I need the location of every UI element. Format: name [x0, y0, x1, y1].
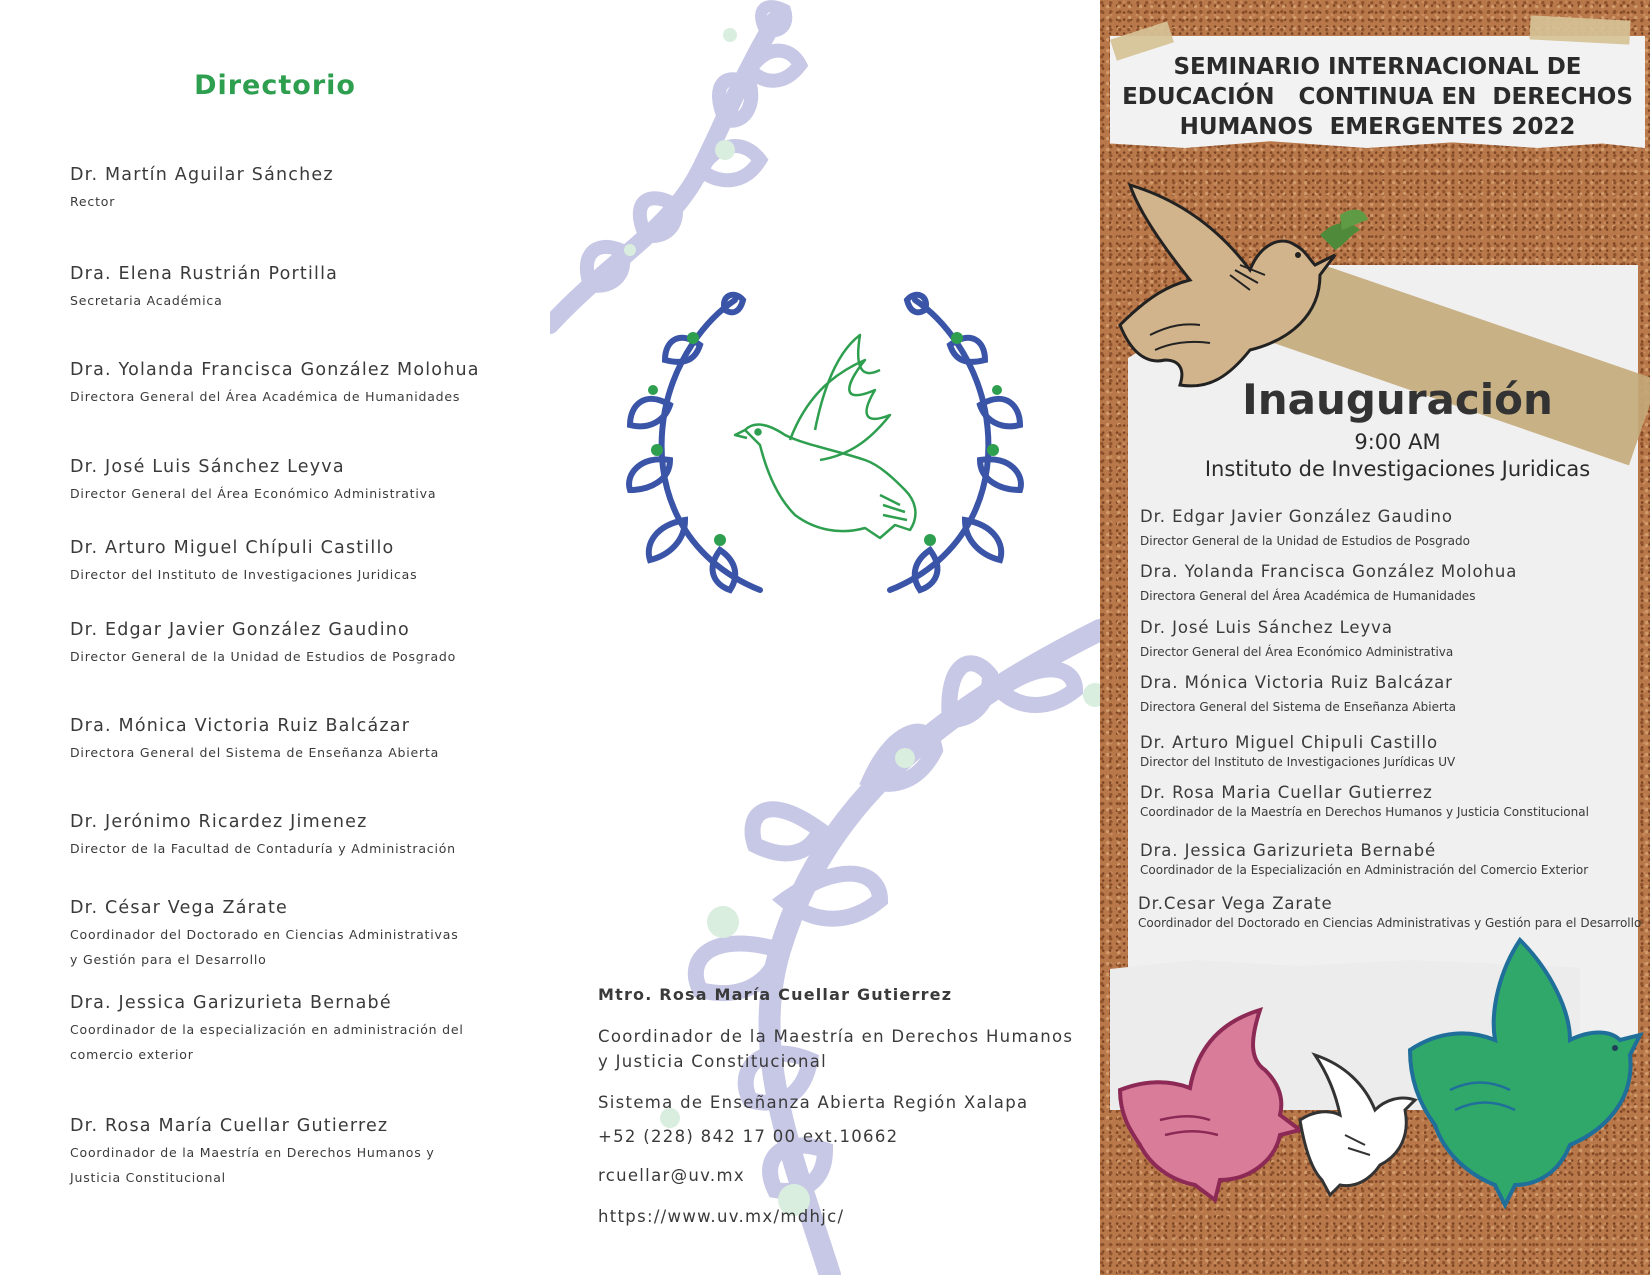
contact-block: [598, 985, 1078, 1229]
guest-role: Director General de la Unidad de Estudios de Posgrado: [1140, 534, 1470, 548]
guest-role: Directora General del Área Académica de Humanidades: [1140, 589, 1476, 603]
contact-phone: +52 (228) 842 17 00 ext.10662: [598, 1127, 899, 1146]
guest-role: Coordinador del Doctorado en Ciencias Administrativas y Gestión para el Desarrollo: [1138, 916, 1642, 930]
directory-entry-name: Dr. Martín Aguilar Sánchez: [70, 165, 334, 185]
directory-entry-role: Director General de la Unidad de Estudios de Posgrado: [70, 649, 457, 664]
event-place: Instituto de Investigaciones Juridicas: [1204, 457, 1591, 481]
guest-entry: [1140, 617, 1640, 660]
directory-entry-name: Dr. Arturo Miguel Chípuli Castillo: [70, 538, 395, 558]
directory-entry-name: Dra. Yolanda Francisca González Molohua: [70, 360, 480, 380]
directory-entry-name: Dra. Mónica Victoria Ruiz Balcázar: [70, 716, 411, 736]
contact-url[interactable]: https://www.uv.mx/mdhjc/: [598, 1207, 845, 1226]
guest-entry: [1140, 840, 1640, 878]
directory-entry: [70, 262, 470, 313]
event-title: Inauguración: [1242, 375, 1553, 424]
directory-entry-role: Director General del Área Económico Administrativa: [70, 486, 437, 501]
directory-entry-name: Dr. Edgar Javier González Gaudino: [70, 620, 410, 640]
cover-panel: [1100, 0, 1650, 1275]
contact-org: Sistema de Enseñanza Abierta Región Xalapa: [598, 1093, 1029, 1112]
directory-entry-name: Dr. Jerónimo Ricardez Jimenez: [70, 812, 368, 832]
directory-entry: [70, 455, 470, 506]
directory-entry-role: Coordinador del Doctorado en Ciencias Administrativas y Gestión para el Desarrollo: [70, 927, 459, 967]
guest-entry: [1140, 561, 1640, 604]
directory-entry-name: Dra. Jessica Garizurieta Bernabé: [70, 993, 392, 1013]
contact-email[interactable]: rcuellar@uv.mx: [598, 1166, 745, 1185]
directory-entry-name: Dr. César Vega Zárate: [70, 898, 289, 918]
directory-entry-role: Directora General del Área Académica de Humanidades: [70, 389, 461, 404]
directory-entry-role: Coordinador de la Maestría en Derechos Humanos y Justicia Constitucional: [70, 1145, 435, 1185]
event-time: 9:00 AM: [1354, 430, 1441, 454]
guest-role: Director General del Área Económico Administrativa: [1140, 645, 1454, 659]
guest-role: Directora General del Sistema de Enseñanza Abierta: [1140, 700, 1456, 714]
guest-name: Dr. Rosa Maria Cuellar Gutierrez: [1140, 783, 1433, 802]
directory-entry-name: Dr. Rosa María Cuellar Gutierrez: [70, 1116, 389, 1136]
directory-panel: [0, 0, 550, 1275]
contact-panel: [550, 0, 1100, 1275]
directory-entry: [70, 618, 470, 669]
directory-entry-role: Director del Instituto de Investigaciones Juridicas: [70, 567, 418, 582]
doves-decoration: [1100, 930, 1650, 1260]
guest-name: Dr. Edgar Javier González Gaudino: [1140, 507, 1453, 526]
guest-entry: [1140, 506, 1640, 549]
dove-laurel-emblem: [625, 290, 1025, 610]
guest-entry: [1138, 893, 1642, 931]
directory-title: Directorio: [194, 70, 356, 101]
directory-entry-name: Dra. Elena Rustrián Portilla: [70, 264, 339, 284]
directory-entry: [70, 991, 470, 1067]
guest-role: Coordinador de la Especialización en Administración del Comercio Exterior: [1140, 863, 1589, 877]
directory-entry: [70, 536, 470, 587]
guest-role: Director del Instituto de Investigaciones Jurídicas UV: [1140, 755, 1456, 769]
directory-entry-name: Dr. José Luis Sánchez Leyva: [70, 457, 345, 477]
directory-entry: [70, 810, 470, 861]
guest-name: Dra. Mónica Victoria Ruiz Balcázar: [1140, 673, 1453, 692]
contact-role: Coordinador de la Maestría en Derechos Humanos y Justicia Constitucional: [598, 1027, 1074, 1071]
guest-name: Dr. Arturo Miguel Chipuli Castillo: [1140, 733, 1439, 752]
guest-entry: [1140, 782, 1640, 820]
guest-entry: [1140, 672, 1640, 715]
directory-entry: [70, 714, 470, 765]
kraft-dove-icon: [1110, 175, 1370, 405]
directory-entry: [70, 358, 480, 409]
directory-entry-role: Director de la Facultad de Contaduría y Administración: [70, 841, 456, 856]
contact-name: Mtro. Rosa María Cuellar Gutierrez: [598, 985, 953, 1004]
directory-entry-role: Directora General del Sistema de Enseñanza Abierta: [70, 745, 440, 760]
guest-entry: [1140, 732, 1640, 770]
dove-icon: [735, 335, 915, 538]
green-dove-icon: [1410, 940, 1640, 1205]
guest-name: Dra. Jessica Garizurieta Bernabé: [1140, 841, 1436, 860]
directory-entry-role: Rector: [70, 194, 116, 209]
directory-entry: [70, 1114, 470, 1190]
seminar-title: SEMINARIO INTERNACIONAL DE EDUCACIÓN CONTINUA EN DERECHOS HUMANOS EMERGENTES 2022: [1122, 54, 1633, 140]
guest-name: Dr. José Luis Sánchez Leyva: [1140, 618, 1393, 637]
directory-entry-role: Coordinador de la especialización en administración del comercio exterior: [70, 1022, 464, 1062]
directory-entry-role: Secretaria Académica: [70, 293, 223, 308]
guest-role: Coordinador de la Maestría en Derechos Humanos y Justicia Constitucional: [1140, 805, 1589, 819]
guest-name: Dr.Cesar Vega Zarate: [1138, 894, 1333, 913]
directory-entry: [70, 163, 470, 214]
pink-dove-icon: [1120, 1010, 1300, 1200]
directory-entry: [70, 896, 470, 972]
guest-name: Dra. Yolanda Francisca González Molohua: [1140, 562, 1518, 581]
white-dove-icon: [1300, 1055, 1415, 1195]
